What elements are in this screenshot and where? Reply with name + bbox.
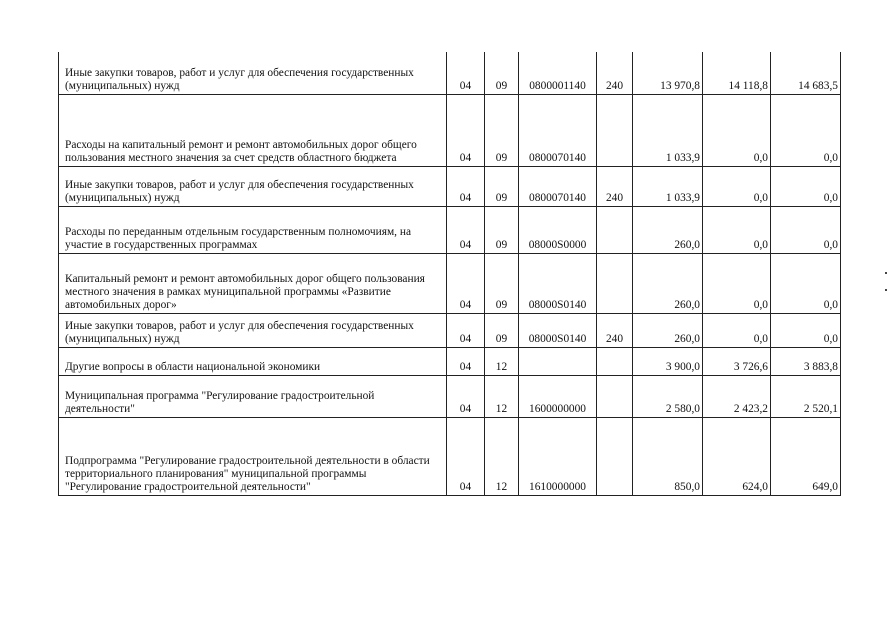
- table-row: [59, 417, 841, 495]
- section-code: 04: [447, 375, 485, 417]
- table-row: [59, 253, 841, 313]
- table-row: [59, 347, 841, 375]
- amount-year-1: 3 900,0: [633, 347, 703, 375]
- target-article-code: [519, 347, 597, 375]
- target-article-code: 08000S0140: [519, 253, 597, 313]
- section-code: 04: [447, 313, 485, 347]
- expense-name: Капитальный ремонт и ремонт автомобильных дорог общего пользования местного значения в рамках муниципальной программы «Развитие автомобильных дорог»: [59, 253, 447, 313]
- target-article-code: 1600000000: [519, 375, 597, 417]
- expense-type-code: 240: [597, 313, 633, 347]
- subsection-code: 09: [485, 52, 519, 94]
- amount-year-1: 260,0: [633, 206, 703, 253]
- table-row: [59, 375, 841, 417]
- amount-year-3: 0,0: [771, 253, 841, 313]
- amount-year-3: 0,0: [771, 94, 841, 166]
- expense-name: Расходы по переданным отдельным государственным полномочиям, на участие в государственных программах: [59, 206, 447, 253]
- target-article-code: 0800070140: [519, 94, 597, 166]
- amount-year-2: 0,0: [703, 313, 771, 347]
- amount-year-1: 13 970,8: [633, 52, 703, 94]
- amount-year-2: 624,0: [703, 417, 771, 495]
- amount-year-3: 14 683,5: [771, 52, 841, 94]
- section-code: 04: [447, 206, 485, 253]
- amount-year-3: 0,0: [771, 313, 841, 347]
- amount-year-2: 0,0: [703, 166, 771, 206]
- expense-type-code: 240: [597, 52, 633, 94]
- target-article-code: 08000S0000: [519, 206, 597, 253]
- amount-year-1: 1 033,9: [633, 94, 703, 166]
- expense-type-code: [597, 375, 633, 417]
- table-row: [59, 313, 841, 347]
- amount-year-2: 14 118,8: [703, 52, 771, 94]
- table-row: [59, 206, 841, 253]
- amount-year-3: 649,0: [771, 417, 841, 495]
- expense-name: Подпрограмма "Регулирование градостроительной деятельности в области территориального планирования" муниципальной программы "Регулирование градостроительной деятельности": [59, 417, 447, 495]
- expense-name: Иные закупки товаров, работ и услуг для обеспечения государственных (муниципальных) нужд: [59, 52, 447, 94]
- section-code: 04: [447, 166, 485, 206]
- table-row: [59, 52, 841, 94]
- section-code: 04: [447, 94, 485, 166]
- budget-table: [58, 52, 841, 496]
- amount-year-2: 0,0: [703, 206, 771, 253]
- table-row: [59, 94, 841, 166]
- expense-name: Муниципальная программа "Регулирование градостроительной деятельности": [59, 375, 447, 417]
- expense-type-code: [597, 253, 633, 313]
- expense-type-code: 240: [597, 166, 633, 206]
- amount-year-1: 260,0: [633, 253, 703, 313]
- subsection-code: 09: [485, 206, 519, 253]
- target-article-code: 1610000000: [519, 417, 597, 495]
- subsection-code: 09: [485, 166, 519, 206]
- amount-year-2: 0,0: [703, 253, 771, 313]
- subsection-code: 09: [485, 313, 519, 347]
- subsection-code: 09: [485, 253, 519, 313]
- expense-name: Иные закупки товаров, работ и услуг для обеспечения государственных (муниципальных) нужд: [59, 166, 447, 206]
- subsection-code: 09: [485, 94, 519, 166]
- amount-year-3: 0,0: [771, 166, 841, 206]
- amount-year-3: 0,0: [771, 206, 841, 253]
- section-code: 04: [447, 52, 485, 94]
- amount-year-3: 2 520,1: [771, 375, 841, 417]
- amount-year-2: 3 726,6: [703, 347, 771, 375]
- expense-name: Расходы на капитальный ремонт и ремонт автомобильных дорог общего пользования местного значения за счет средств областного бюджета: [59, 94, 447, 166]
- amount-year-1: 1 033,9: [633, 166, 703, 206]
- expense-type-code: [597, 206, 633, 253]
- section-code: 04: [447, 417, 485, 495]
- amount-year-3: 3 883,8: [771, 347, 841, 375]
- section-code: 04: [447, 347, 485, 375]
- amount-year-2: 0,0: [703, 94, 771, 166]
- amount-year-2: 2 423,2: [703, 375, 771, 417]
- section-code: 04: [447, 253, 485, 313]
- table-row: [59, 166, 841, 206]
- subsection-code: 12: [485, 417, 519, 495]
- scan-speck: [885, 289, 887, 291]
- subsection-code: 12: [485, 375, 519, 417]
- target-article-code: 08000S0140: [519, 313, 597, 347]
- target-article-code: 0800001140: [519, 52, 597, 94]
- expense-type-code: [597, 94, 633, 166]
- scan-speck: [885, 272, 887, 274]
- amount-year-1: 260,0: [633, 313, 703, 347]
- amount-year-1: 850,0: [633, 417, 703, 495]
- expense-name: Иные закупки товаров, работ и услуг для обеспечения государственных (муниципальных) нужд: [59, 313, 447, 347]
- expense-name: Другие вопросы в области национальной экономики: [59, 347, 447, 375]
- target-article-code: 0800070140: [519, 166, 597, 206]
- expense-type-code: [597, 417, 633, 495]
- expense-type-code: [597, 347, 633, 375]
- amount-year-1: 2 580,0: [633, 375, 703, 417]
- subsection-code: 12: [485, 347, 519, 375]
